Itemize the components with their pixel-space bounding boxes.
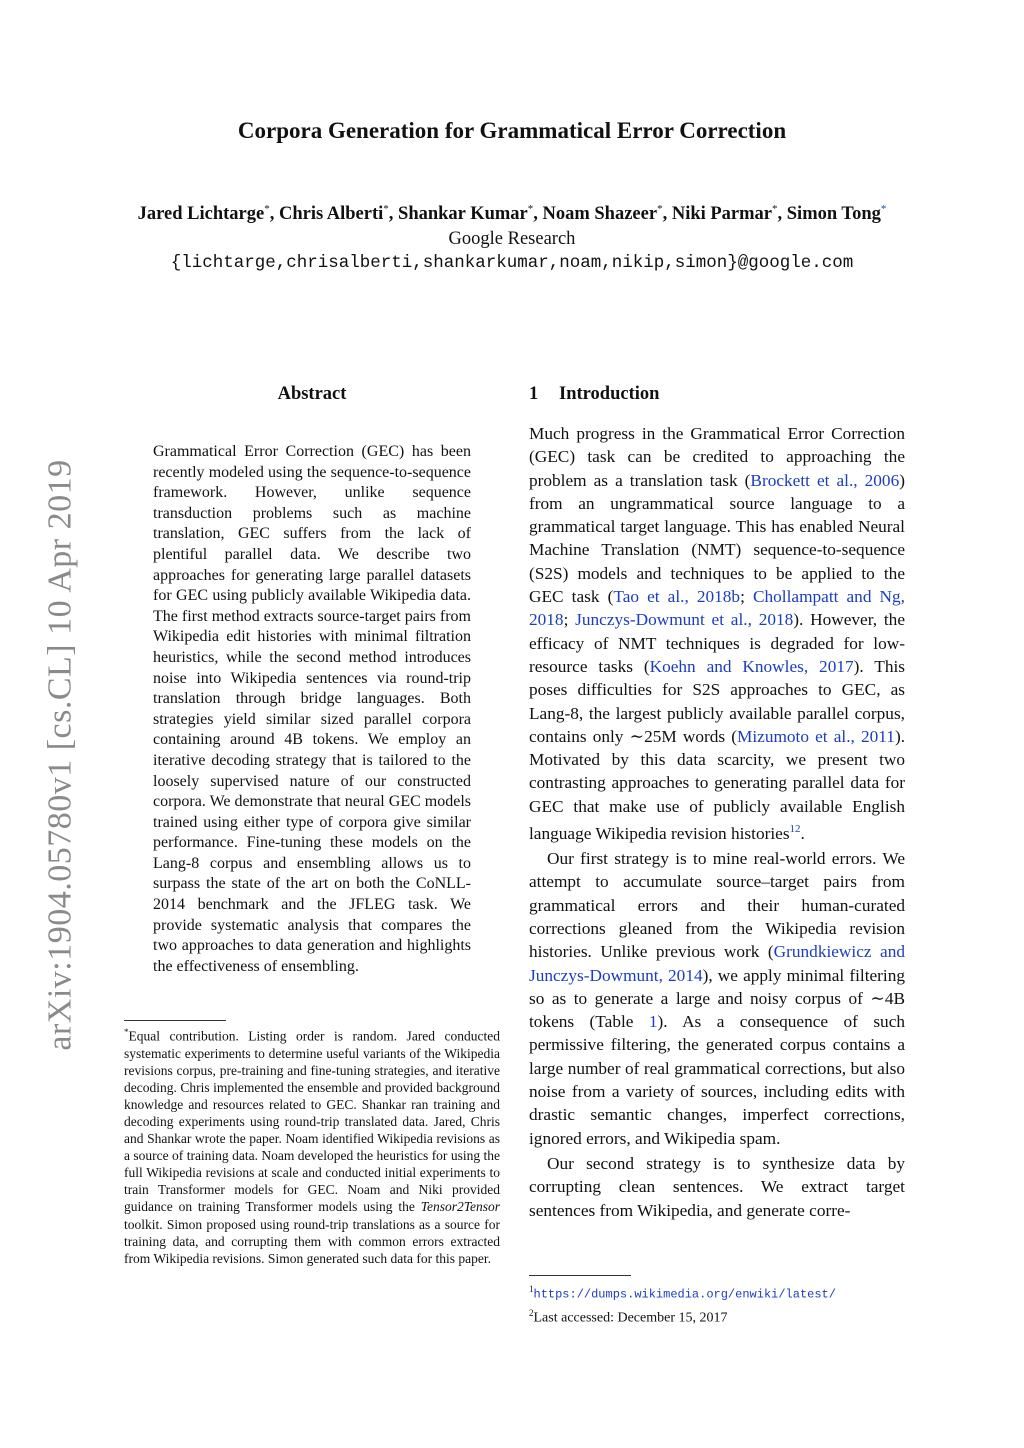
author-name: Niki Parmar xyxy=(671,204,773,225)
toolkit-name: Tensor2Tensor xyxy=(420,1199,500,1215)
abstract-heading: Abstract xyxy=(277,384,347,404)
paper-title: Corpora Generation for Grammatical Error Correction xyxy=(237,118,787,143)
table-reference-link[interactable]: 1 xyxy=(648,1012,658,1032)
footnote-rule-right xyxy=(529,1275,631,1276)
author-list: Jared Lichtarge*, Chris Alberti*, Shankar Kumar*, Noam Shazeer*, Niki Parmar*, Simon Tong* xyxy=(137,203,887,225)
section-title: Introduction xyxy=(559,384,660,404)
footnote-2: $^2$Last accessed: December 15, 2017 xyxy=(529,1307,728,1326)
arxiv-identifier-stamp xyxy=(40,450,82,1060)
abstract-text: Grammatical Error Correction (GEC) has been recently modeled using the sequence-to-sequence framework. However, unlike sequence transduction problems such as machine translation, GEC suffers from the lack of plentiful parallel data. We describe two approaches for generating large parallel datasets for GEC using publicly available Wikipedia data. The first method extracts source-target pairs from Wikipedia edit histories with minimal filtration heuristics, while the second method introduces noise into Wikipedia sentences via round-trip translation through bridge languages. Both strategies yield similar sized parallel corpora containing around 4B tokens. We employ an iterative decoding strategy that is tailored to the loosely supervised nature of our constructed corpora. We demonstrate that neural GEC models trained using either type of corpora give similar performance. Fine-tuning these models on the Lang-8 corpus and ensembling allows us to surpass the state of the art on both the CoNLL-2014 benchmark and the JFLEG task. We provide systematic analysis that compares the two approaches to data generation and highlights the effectiveness of ensembling. xyxy=(153,443,471,975)
intro-paragraph: Our second strategy is to synthesize data by corrupting clean sentences. We extract target sentences from Wikipedia, and generate corre- xyxy=(529,1153,905,1220)
affiliation: Google Research xyxy=(448,229,576,249)
equal-contribution-mark: * xyxy=(772,203,778,215)
equal-contribution-mark: * xyxy=(527,203,534,215)
citation-link[interactable]: Grundkiewicz and Junczys-Dowmunt, 2014 xyxy=(529,942,905,985)
citation-link[interactable]: Junczys-Dowmunt et al., 2018 xyxy=(575,610,794,630)
citation-link[interactable]: Tao et al., 2018b xyxy=(613,587,741,607)
section-heading-introduction xyxy=(529,384,659,405)
footnote-rule-left xyxy=(124,1020,226,1021)
footnote-1: $^1$https://dumps.wikimedia.org/enwiki/latest/ xyxy=(529,1284,836,1302)
intro-paragraph: Much progress in the Grammatical Error Correction (GEC) task can be credited to approaching the problem as a translation task (Brockett et al., 2006) from an ungrammatical source language to a grammatical target language. This has enabled Neural Machine Translation (NMT) sequence-to-sequence (S2S) models and techniques to be applied to the GEC task (Tao et al., 2018b; Chollampatt and Ng, 2018; Junczys-Dowmunt et al., 2018). However, the efficacy of NMT techniques is degraded for low-resource tasks (Koehn and Knowles, 2017). This poses difficulties for S2S approaches to GEC, as Lang-8, the largest publicly available parallel corpus, contains only ∼25M words (Mizumoto et al., 2011). Motivated by this data scarcity, we present two contrasting approaches to generating parallel data for GEC that make use of publicly available English language Wikipedia revision histories$^{12}$. xyxy=(529,424,906,843)
citation-link[interactable]: Chollampatt and Ng, 2018 xyxy=(529,587,905,630)
author-name: Shankar Kumar xyxy=(398,204,528,225)
introduction-body xyxy=(529,422,905,1222)
equal-contribution-mark: * xyxy=(383,203,389,215)
contribution-footnote: *Equal contribution. Listing order is random. Jared conducted systematic experiments to determine useful variants of the Wikipedia revisions corpus, pre-training and fine-tuning strategies, and iterative decoding. Chris implemented the ensemble and provided background knowledge and resources related to GEC. Shankar ran training and decoding experiments using round-trip translated data. Jared, Chris and Shankar wrote the paper. Noam identified Wikipedia revisions as a source of training data. Noam developed the heuristics for using the full Wikipedia revisions at scale and conducted initial experiments to train Transformer models for GEC. Noam and Niki provided guidance on training Transformer models using the Tensor2Tensor toolkit. Simon proposed using round-trip translations as a source for training data, and corrupting them with common errors extracted from Wikipedia revisions. Simon generated such data for this paper. xyxy=(124,1027,500,1266)
author-emails: {lichtarge,chrisalberti,shankarkumar,noam,nikip,simon}@google.com xyxy=(170,253,854,273)
equal-contribution-link[interactable]: * xyxy=(880,203,887,215)
footnotes-right xyxy=(529,1280,909,1327)
footnote-reference-link[interactable]: 12 xyxy=(789,823,801,836)
citation-link[interactable]: Mizumoto et al., 2011 xyxy=(737,726,895,746)
author-name: Chris Alberti xyxy=(278,204,384,225)
section-number: 1 xyxy=(529,384,539,404)
footnote-mark: * xyxy=(124,1027,129,1037)
citation-link[interactable]: Brockett et al., 2006 xyxy=(750,470,900,490)
citation-link[interactable]: Koehn and Knowles, 2017 xyxy=(649,656,854,676)
intro-paragraph: Our first strategy is to mine real-world errors. We attempt to accumulate source–target pairs from grammatical errors and their human-curated corrections gleaned from the Wikipedia revision histories. Unlike previous work (Grundkiewicz and Junczys-Dowmunt, 2014), we apply minimal filtering so as to generate a large and noisy corpus of ∼4B tokens (Table 1). As a consequence of such permissive filtering, the generated corpus contains a large number of real grammatical corrections, but also noise from a variety of sources, including edits with drastic semantic changes, imperfect corrections, ignored errors, and Wikipedia spam. xyxy=(529,849,906,1148)
author-name: Simon Tong xyxy=(786,204,881,225)
author-name: Noam Shazeer xyxy=(542,204,658,225)
equal-contribution-mark: * xyxy=(264,203,270,215)
author-name: Jared Lichtarge xyxy=(137,204,265,225)
arxiv-id-text: arXiv:1904.05780v1 [cs.CL] 10 Apr 2019 xyxy=(42,459,79,1051)
equal-contribution-mark: * xyxy=(657,203,663,215)
wikipedia-dump-link[interactable]: https://dumps.wikimedia.org/enwiki/latest/ xyxy=(533,1287,836,1302)
